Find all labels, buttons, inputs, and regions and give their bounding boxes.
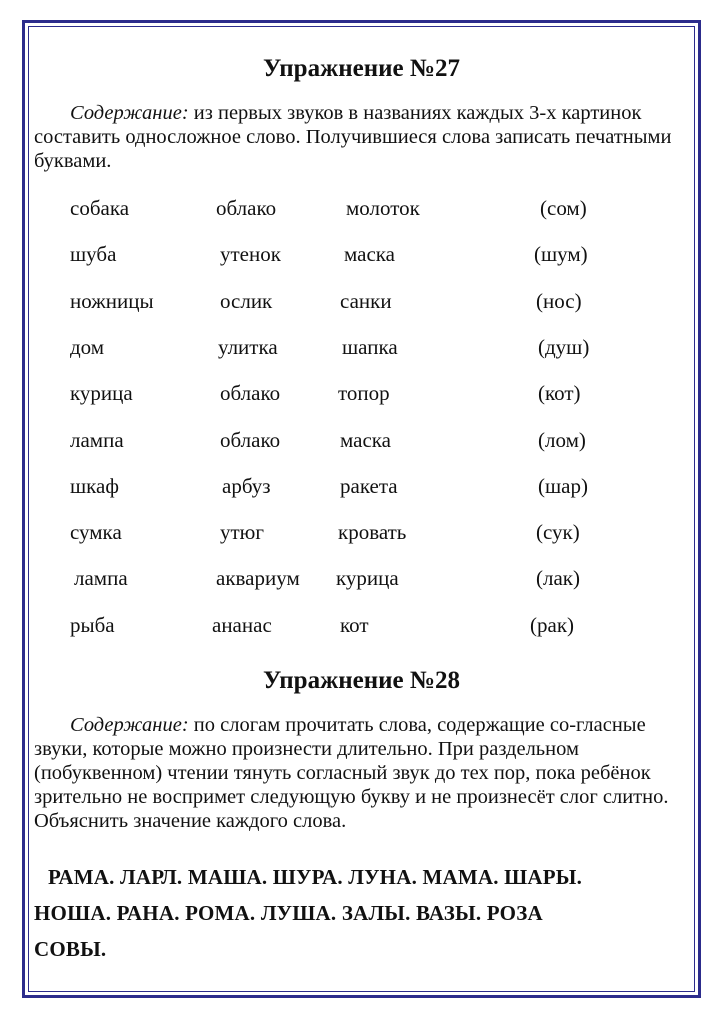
- word-2: облако: [220, 427, 281, 452]
- exercise-28-text: по слогам прочитать слова, содержащие со-гласные звуки, которые можно произнести длительно. При раздельном (побуквенном) чтении тянуть согласный звук до тех пор, пока ребёнок зрительно не воспримет следующую букву и не произнесёт слог слитно. Объяснить значение каждого слова.: [34, 714, 669, 832]
- exercise-27-text: из первых звуков в названиях каждых 3-х картинок составить односложное слово. Получившиеся слова записать печатными буквами.: [34, 102, 672, 172]
- word-1: лампа: [74, 566, 128, 591]
- answer: (шум): [534, 242, 588, 267]
- answer: (лак): [536, 566, 580, 591]
- answer: (кот): [538, 381, 581, 406]
- word-3: ракета: [340, 473, 398, 498]
- word-2: арбуз: [222, 473, 271, 498]
- words-line-2: НОША. РАНА. РОМА. ЛУША. ЗАЛЫ. ВАЗЫ. РОЗА: [34, 901, 543, 925]
- exercise-28-title: Упражнение №28: [262, 667, 460, 694]
- word-3: маска: [340, 427, 391, 452]
- word-3: молоток: [346, 196, 420, 220]
- word-1: лампа: [70, 427, 124, 452]
- word-3: санки: [340, 288, 392, 313]
- exercise-28-description: [34, 713, 694, 833]
- answer: (нос): [536, 288, 582, 313]
- word-2: аквариум: [216, 566, 300, 591]
- word-1: шкаф: [70, 473, 119, 498]
- exercise-27-title: Упражнение №27: [262, 55, 460, 82]
- word-3: кот: [340, 612, 369, 637]
- word-2: ананас: [212, 612, 272, 637]
- answer: (сом): [540, 196, 587, 220]
- word-2: улитка: [218, 334, 278, 359]
- word-3: маска: [344, 242, 395, 267]
- words-line-3: СОВЫ.: [34, 937, 107, 961]
- words-line-1: РАМА. ЛАРЛ. МАША. ШУРА. ЛУНА. МАМА. ШАРЫ.: [48, 865, 583, 889]
- word-1: ножницы: [70, 288, 154, 313]
- word-2: ослик: [220, 288, 273, 313]
- answer: (шар): [538, 473, 588, 498]
- word-3: курица: [336, 566, 399, 591]
- word-1: собака: [70, 196, 130, 220]
- word-3: шапка: [342, 334, 398, 359]
- word-1: сумка: [70, 520, 122, 545]
- answer: (лом): [538, 427, 586, 452]
- exercise-27-description: [34, 101, 694, 173]
- exercise-27-lead: Содержание:: [70, 102, 189, 124]
- answer: (рак): [530, 612, 575, 637]
- word-2: облако: [216, 196, 277, 220]
- word-3: топор: [338, 381, 390, 406]
- word-1: рыба: [70, 612, 115, 637]
- word-3: кровать: [338, 520, 407, 545]
- word-1: курица: [70, 381, 133, 406]
- answer: (сук): [536, 520, 580, 545]
- word-1: дом: [70, 334, 105, 359]
- word-2: облако: [220, 381, 281, 406]
- word-2: утенок: [220, 242, 281, 267]
- word-1: шуба: [70, 242, 117, 267]
- answer: (душ): [538, 334, 590, 359]
- exercise-28-lead: Содержание:: [70, 714, 189, 736]
- word-2: утюг: [220, 520, 264, 545]
